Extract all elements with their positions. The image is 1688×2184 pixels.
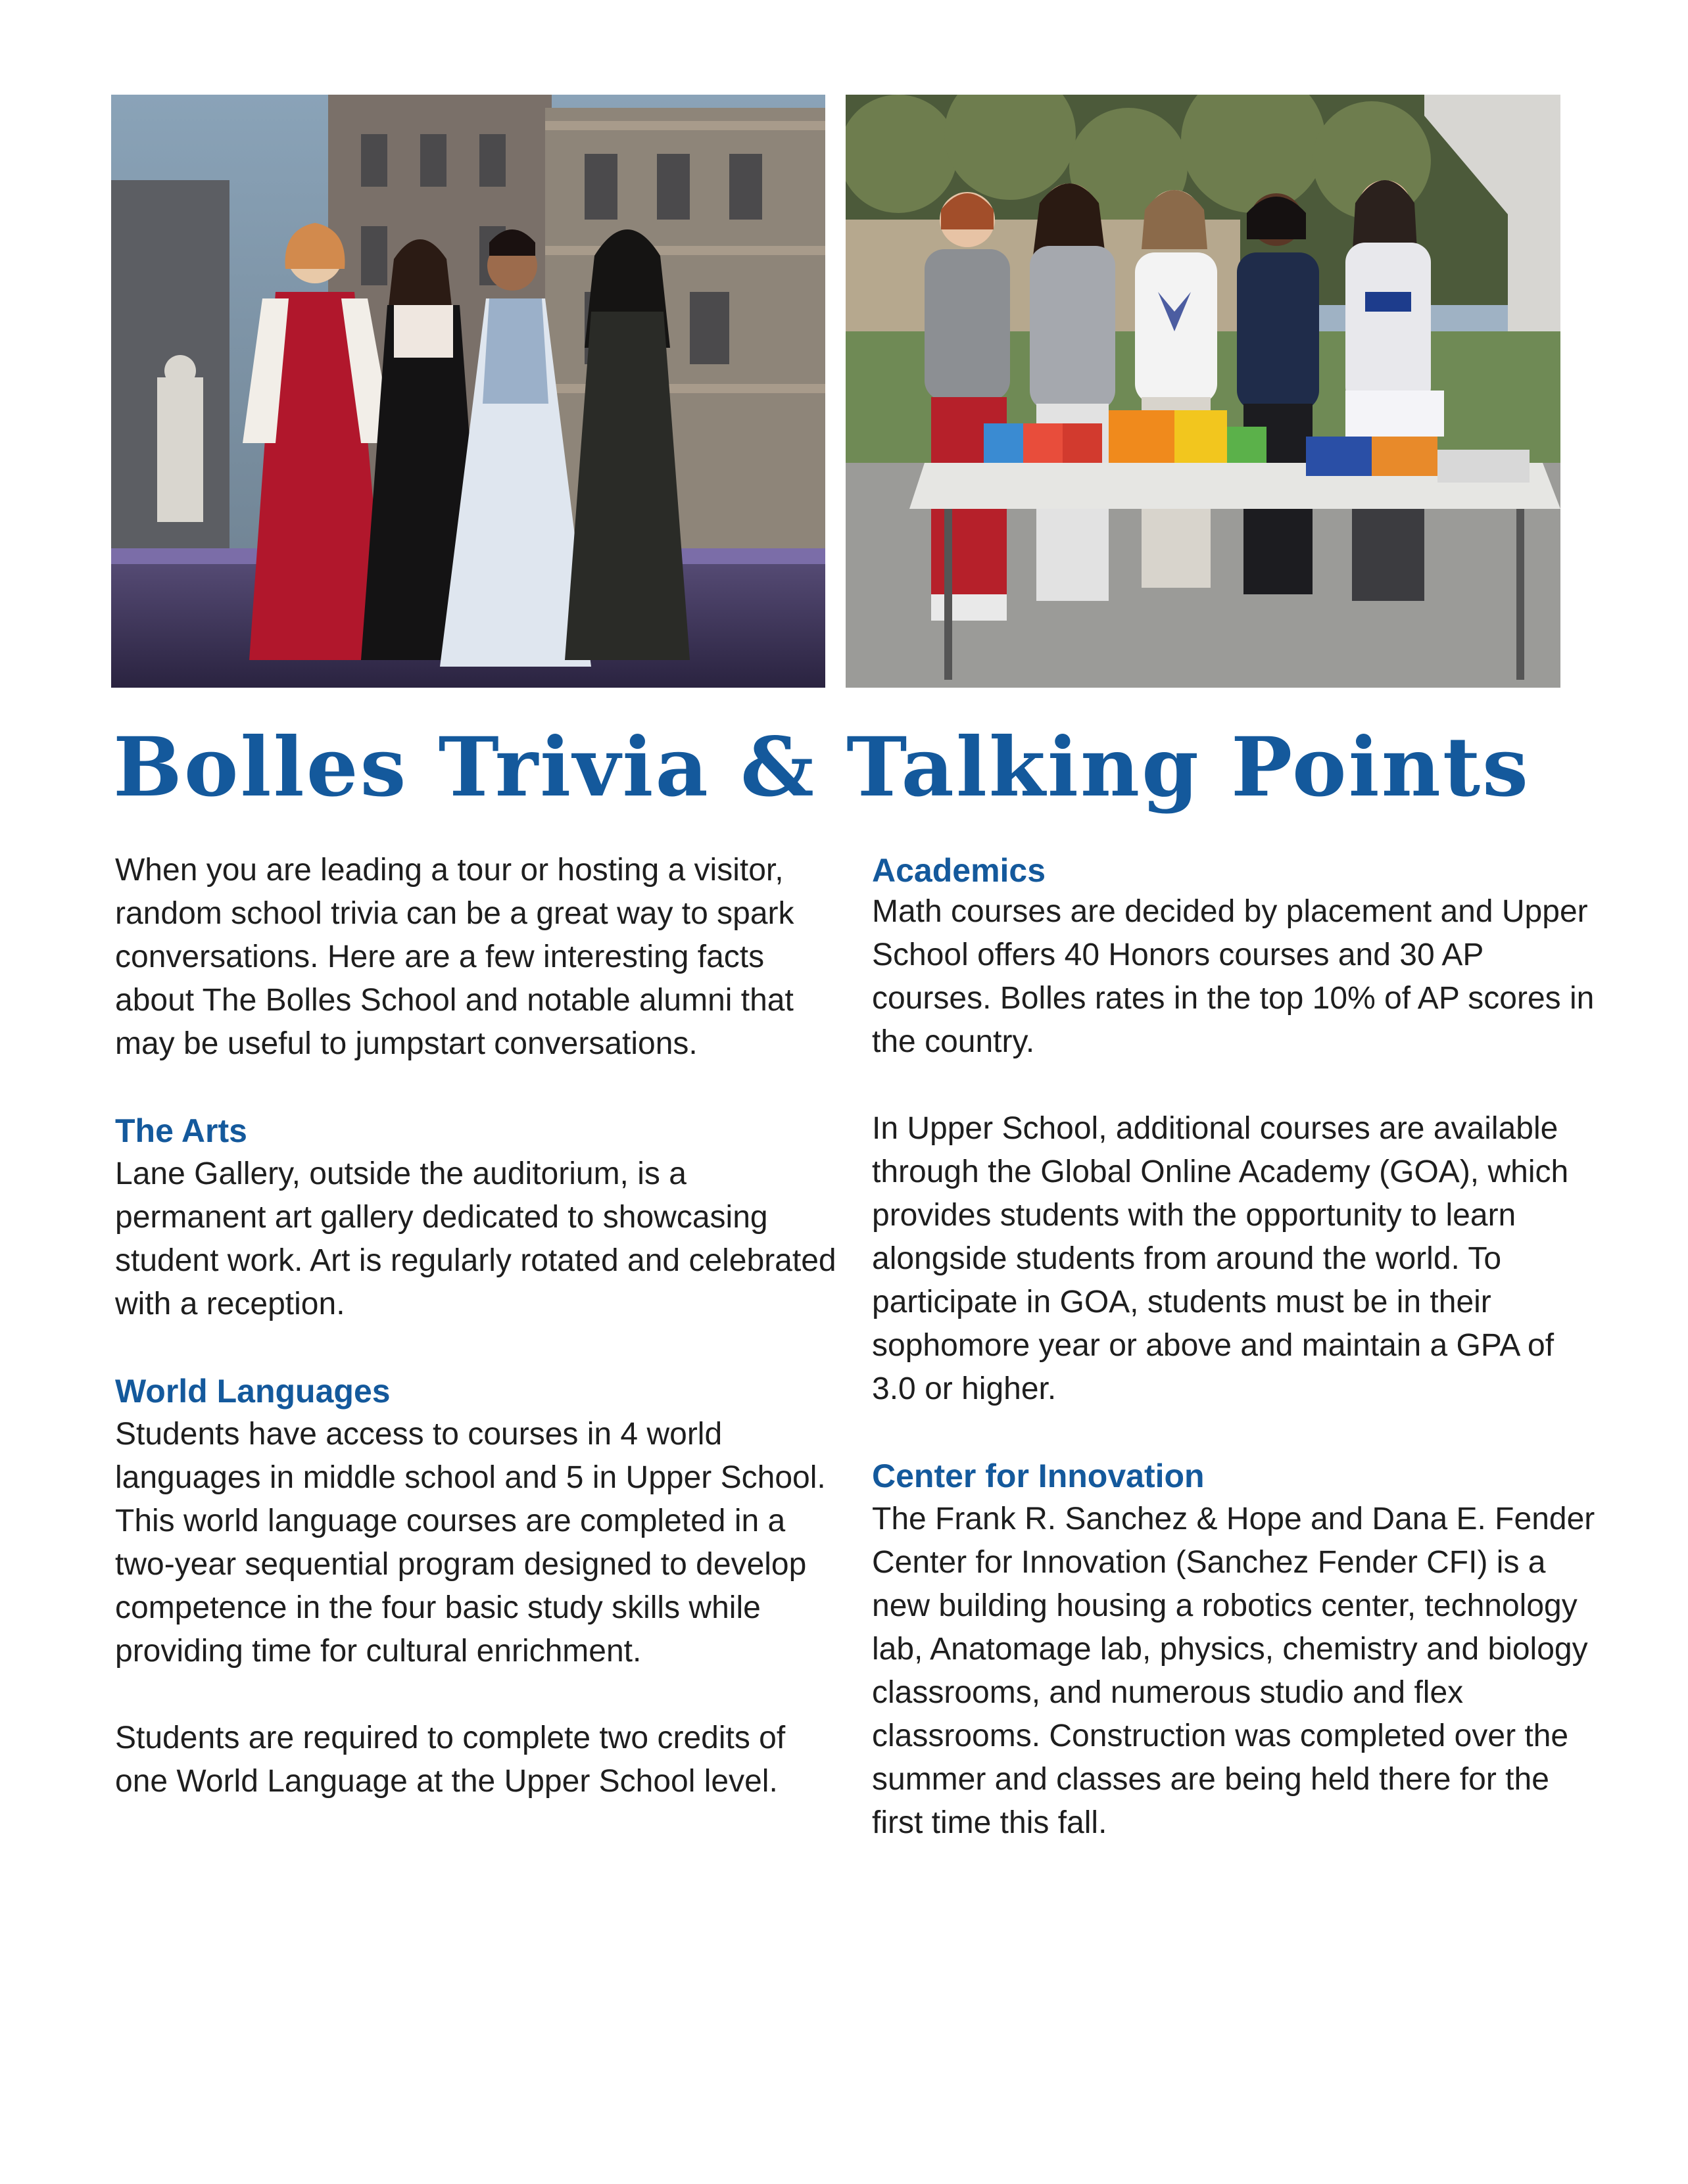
intro-paragraph: When you are leading a tour or hosting a visitor, random school trivia can be a great way to spark conversations. Here are a few interesting facts about The Bolles School and notable alumni that may be useful to jumpstart conversations. xyxy=(115,853,794,1061)
world-languages-paragraph: Students have access to courses in 4 world languages in middle school and 5 in Upper School. This world language courses are completed in a two-year sequential program designed to develop competence in the four basic study skills while providing time for cultural enrichment. xyxy=(115,1417,826,1669)
theatre-photo-illustration xyxy=(111,95,825,688)
innovation-heading: Center for Innovation xyxy=(872,1458,1205,1494)
left-column xyxy=(115,849,838,1803)
fundraiser-photo xyxy=(846,95,1560,688)
right-column xyxy=(872,851,1595,1845)
spacer xyxy=(115,1326,838,1369)
spacer xyxy=(115,1673,838,1717)
goa-paragraph: In Upper School, additional courses are available through the Global Online Academy (GOA), which provides students with the opportunity to learn alongside students from around the world. To participate in GOA, students must be in their sophomore year or above and maintain a GPA of 3.0 or higher. xyxy=(872,1111,1569,1406)
spacer xyxy=(872,1064,1595,1107)
academics-paragraph: Math courses are decided by placement and Upper School offers 40 Honors courses and 30 AP courses. Bolles rates in the top 10% of AP scores in the country. xyxy=(872,894,1595,1059)
innovation-paragraph: The Frank R. Sanchez & Hope and Dana E. Fender Center for Innovation (Sanchez Fender CFI) is a new building housing a robotics center, technology lab, Anatomage lab, physics, chemistry and biology classrooms, and numerous studio and flex classrooms. Construction was completed over the summer and classes are being held there for the first time this fall. xyxy=(872,1502,1595,1840)
spacer xyxy=(872,1411,1595,1454)
academics-heading: Academics xyxy=(872,852,1046,889)
page-title: Bolles Trivia & Talking Points xyxy=(113,720,1530,815)
fundraiser-photo-illustration xyxy=(846,95,1560,688)
theatre-photo xyxy=(111,95,825,688)
arts-heading: The Arts xyxy=(115,1112,247,1149)
world-languages-requirement-paragraph: Students are required to complete two credits of one World Language at the Upper School level. xyxy=(115,1721,786,1799)
spacer xyxy=(115,1066,838,1109)
world-languages-heading: World Languages xyxy=(115,1373,391,1410)
arts-paragraph: Lane Gallery, outside the auditorium, is a permanent art gallery dedicated to showcasing student work. Art is regularly rotated and celebrated with a reception. xyxy=(115,1156,836,1321)
